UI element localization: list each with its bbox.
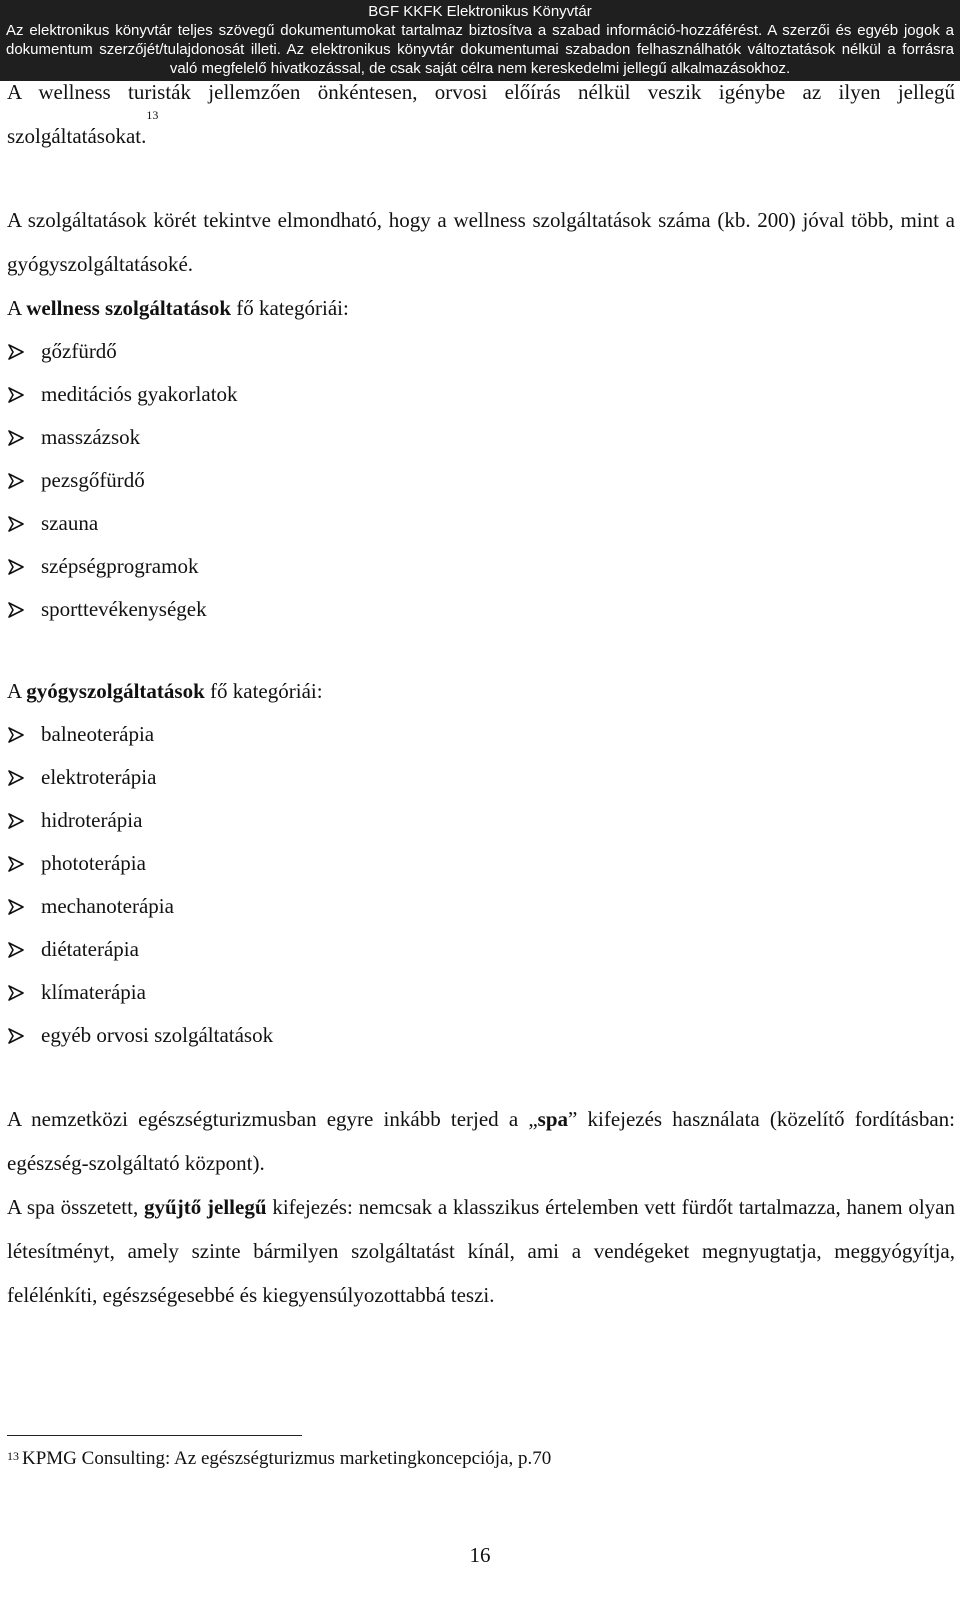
list-item [7,416,955,459]
arrow-bullet-icon [7,602,41,618]
spa-term: spa [537,1107,568,1131]
wellness-heading-suffix: fő kategóriái: [236,296,349,320]
page-content [7,70,955,1472]
list-item [7,330,955,373]
medical-heading [7,669,955,713]
wellness-category-list [7,330,955,631]
arrow-bullet-icon [7,985,41,1001]
arrow-bullet-icon [7,1028,41,1044]
page-number: 16 [469,1543,491,1567]
list-item-label: phototerápia [41,851,146,875]
spa-intro-after: ” kifejezés használata (közelítő fordításban: egészség-szolgáltató központ). [7,1107,955,1175]
list-item [7,928,955,971]
footnote-text: KPMG Consulting: Az egészségturizmus marketingkoncepciója, p.70 [22,1448,552,1469]
list-item-label: balneoterápia [41,722,155,746]
list-item-label: szauna [41,511,99,535]
arrow-bullet-icon [7,727,41,743]
list-item-label: meditációs gyakorlatok [41,382,238,406]
list-item-label: szépségprogramok [41,554,199,578]
wellness-heading-bold: wellness szolgáltatások [26,296,232,320]
list-item [7,545,955,588]
banner-copyright-text: Az elektronikus könyvtár teljes szövegű dokumentumokat tartalmaz biztosítva a szabad információ-hozzáférést. A szerzői és egyéb jogok a dokumentum szerzőjét/tulajdonosát illeti. Az elektronikus könyvtár dokumentumai szabadon felhasználhatók változtatások nélkül a forrásra való megfelelő hivatkozással, de csak saját célra nem kereskedelmi jellegű alkalmazásokhoz. [6,22,954,77]
footnote-divider [7,1435,302,1436]
list-item-label: egyéb orvosi szolgáltatások [41,1023,274,1047]
wellness-heading-prefix: A [7,296,22,320]
list-item [7,713,955,756]
list-item-label: elektroterápia [41,765,157,789]
arrow-bullet-icon [7,856,41,872]
list-item [7,373,955,416]
list-item [7,971,955,1014]
comparison-paragraph: A szolgáltatások körét tekintve elmondható, hogy a wellness szolgáltatások száma (kb. 200) jóval több, mint a gyógyszolgáltatásoké. [7,208,955,276]
arrow-bullet-icon [7,559,41,575]
arrow-bullet-icon [7,430,41,446]
arrow-bullet-icon [7,899,41,915]
banner-title: BGF KKFK Elektronikus Könyvtár [368,3,592,20]
footnote-number: 13 [7,1449,19,1463]
spa-intro-paragraph [7,1097,955,1185]
arrow-bullet-icon [7,473,41,489]
list-item [7,799,955,842]
list-item [7,885,955,928]
spa-definition-paragraph [7,1185,955,1317]
list-item-label: sporttevékenységek [41,597,207,621]
list-item [7,502,955,545]
list-item-label: gőzfürdő [41,339,117,363]
arrow-bullet-icon [7,770,41,786]
spa-definition-before: A spa összetett, [7,1195,139,1219]
spa-definition-after: kifejezés: nemcsak a klasszikus értelemben vett fürdőt tartalmazza, hanem olyan létesítményt, amely szinte bármilyen szolgáltatást kínál, ami a vendégeket megnyugtatja, meggyógyítja, felélénkíti, egészségesebbé és kiegyensúlyozottabbá teszi. [7,1195,955,1307]
intro-text: A wellness turisták jellemzően önkéntesen, orvosi előírás nélkül veszik igénybe az ilyen jellegű szolgáltatásokat. [7,80,955,148]
list-item-label: hidroterápia [41,808,143,832]
list-item-label: klímaterápia [41,980,146,1004]
medical-heading-bold: gyógyszolgáltatások [26,679,205,703]
spa-intro-before: A nemzetközi egészségturizmusban egyre inkább terjed a „ [7,1107,538,1131]
footnote-reference[interactable]: 13 [146,108,159,122]
arrow-bullet-icon [7,942,41,958]
list-item-label: mechanoterápia [41,894,174,918]
medical-heading-prefix: A [7,679,22,703]
spa-definition-bold: gyűjtő jellegű [144,1195,267,1219]
list-item [7,842,955,885]
wellness-heading [7,286,955,330]
arrow-bullet-icon [7,344,41,360]
footnote [7,1446,955,1472]
list-item-label: masszázsok [41,425,141,449]
list-item [7,756,955,799]
list-item [7,588,955,631]
list-item [7,1014,955,1057]
list-item [7,459,955,502]
list-item-label: diétaterápia [41,937,139,961]
list-item-label: pezsgőfürdő [41,468,145,492]
intro-paragraph [7,70,955,158]
arrow-bullet-icon [7,516,41,532]
medical-category-list [7,713,955,1057]
arrow-bullet-icon [7,387,41,403]
library-banner [0,0,960,81]
arrow-bullet-icon [7,813,41,829]
medical-heading-suffix: fő kategóriái: [210,679,323,703]
